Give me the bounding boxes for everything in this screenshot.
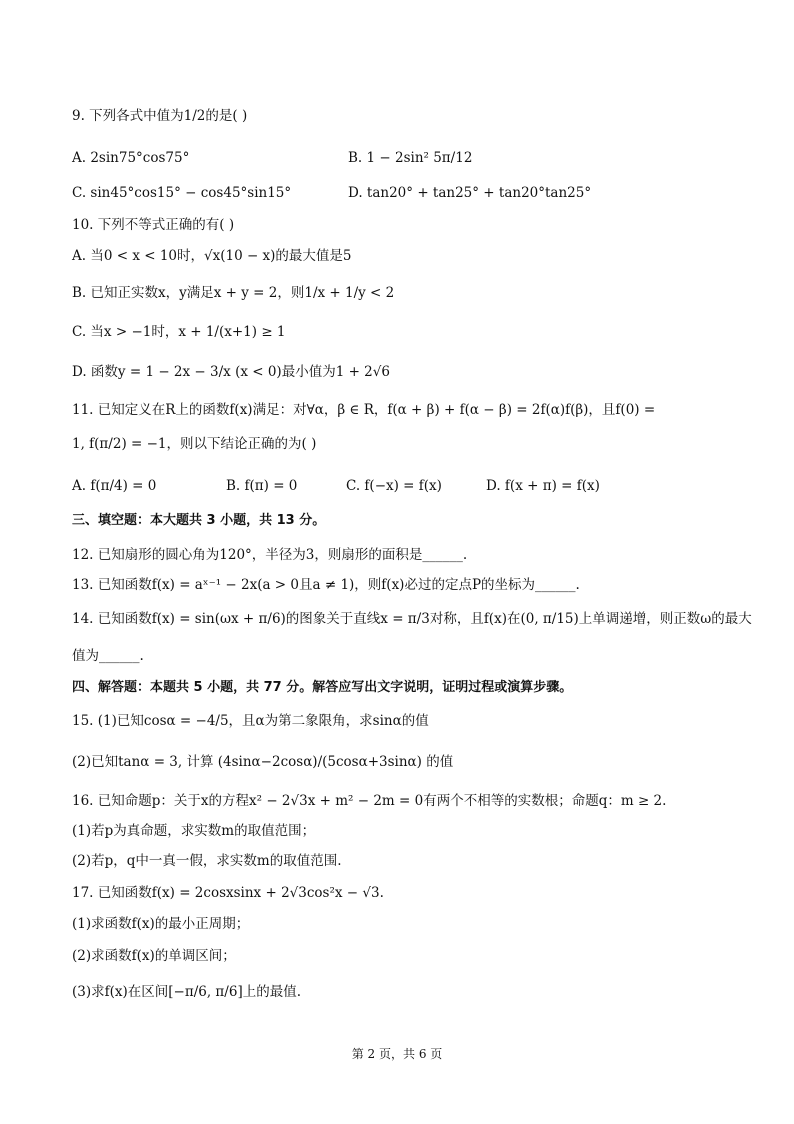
q9-option-d: D. tan20° + tan25° + tan20°tan25° bbox=[348, 185, 592, 201]
q10-option-c: C. 当x > −1时，x + 1/(x+1) ≥ 1 bbox=[72, 324, 286, 340]
q9-option-a: A. 2sin75°cos75° bbox=[72, 150, 190, 166]
q17-part3: (3)求f(x)在区间[−π/6, π/6]上的最值. bbox=[72, 984, 302, 1000]
q11-option-b: B. f(π) = 0 bbox=[226, 478, 298, 494]
q15-part1: 15. (1)已知cosα = −4/5，且α为第二象限角，求sinα的值 bbox=[72, 713, 429, 729]
q10-option-a: A. 当0 < x < 10时，√x(10 − x)的最大值是5 bbox=[72, 248, 352, 264]
q9-option-c: C. sin45°cos15° − cos45°sin15° bbox=[72, 185, 292, 201]
question-12: 12. 已知扇形的圆心角为120°，半径为3，则扇形的面积是______. bbox=[72, 547, 468, 563]
q9-stem: 9. 下列各式中值为1/2的是( ) bbox=[72, 108, 248, 124]
q16-part2: (2)若p，q中一真一假，求实数m的取值范围. bbox=[72, 853, 342, 869]
q9-option-b: B. 1 − 2sin² 5π/12 bbox=[348, 150, 473, 166]
q11-stem-line1: 11. 已知定义在R上的函数f(x)满足：对∀α，β ∈ R，f(α + β) + f(α − β) = 2f(α)f(β)，且f(0) = bbox=[72, 402, 656, 418]
section-4-heading: 四、解答题：本题共 5 小题，共 77 分。解答应写出文字说明，证明过程或演算步骤。 bbox=[72, 680, 573, 695]
q11-option-c: C. f(−x) = f(x) bbox=[346, 478, 442, 494]
q10-option-b: B. 已知正实数x，y满足x + y = 2，则1/x + 1/y < 2 bbox=[72, 285, 395, 301]
q15-part2: (2)已知tanα = 3, 计算 (4sinα−2cosα)/(5cosα+3sinα) 的值 bbox=[72, 754, 454, 770]
q11-option-a: A. f(π/4) = 0 bbox=[72, 478, 157, 494]
q14-line1: 14. 已知函数f(x) = sin(ωx + π/6)的图象关于直线x = π/3对称，且f(x)在(0, π/15)上单调递增，则正数ω的最大 bbox=[72, 611, 752, 627]
q16-stem: 16. 已知命题p：关于x的方程x² − 2√3x + m² − 2m = 0有两个不相等的实数根；命题q：m ≥ 2. bbox=[72, 793, 667, 809]
question-13: 13. 已知函数f(x) = aˣ⁻¹ − 2x(a > 0且a ≠ 1)，则f(x)必过的定点P的坐标为______. bbox=[72, 577, 580, 593]
q14-line2: 值为______. bbox=[72, 648, 144, 664]
q17-part2: (2)求函数f(x)的单调区间； bbox=[72, 948, 236, 964]
q11-stem-line2: 1, f(π/2) = −1，则以下结论正确的为( ) bbox=[72, 436, 317, 452]
q17-part1: (1)求函数f(x)的最小正周期； bbox=[72, 916, 250, 932]
q17-stem: 17. 已知函数f(x) = 2cosxsinx + 2√3cos²x − √3. bbox=[72, 885, 384, 901]
q11-option-d: D. f(x + π) = f(x) bbox=[486, 478, 600, 494]
section-3-heading: 三、填空题：本大题共 3 小题，共 13 分。 bbox=[72, 513, 326, 528]
q16-part1: (1)若p为真命题，求实数m的取值范围； bbox=[72, 823, 316, 839]
page-footer: 第 2 页，共 6 页 bbox=[351, 1047, 443, 1061]
q10-option-d: D. 函数y = 1 − 2x − 3/x (x < 0)最小值为1 + 2√6 bbox=[72, 364, 390, 380]
q10-stem: 10. 下列不等式正确的有( ) bbox=[72, 217, 235, 233]
